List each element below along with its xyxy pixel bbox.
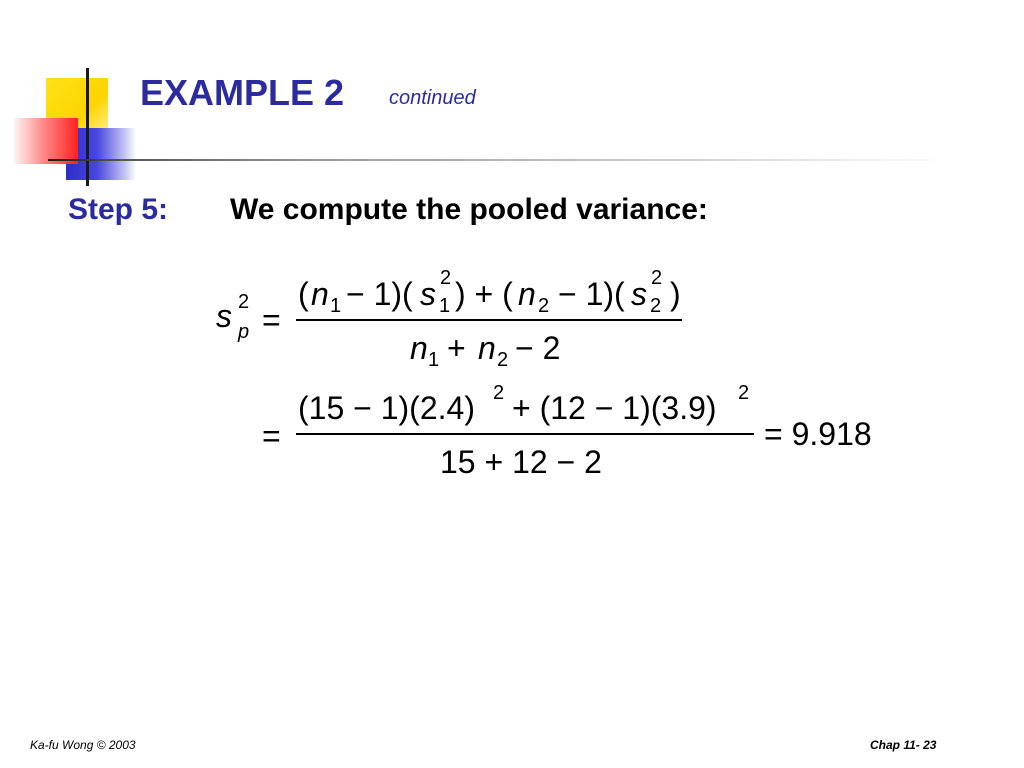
title-underline	[48, 159, 948, 161]
footer-author: Ka-fu Wong © 2003	[30, 738, 136, 752]
result-value: = 9.918	[764, 416, 872, 452]
den1-minus2: − 2	[515, 330, 561, 366]
step-label: Step 5:	[68, 193, 169, 226]
den1-n2-subscript: 2	[497, 349, 509, 371]
num1-open: (	[298, 276, 309, 312]
slide-title: EXAMPLE 2	[140, 72, 345, 113]
equals-sign-1: =	[262, 302, 281, 338]
den2-expression: 15 + 12 − 2	[440, 444, 602, 480]
footer-page-number: Chap 11- 23	[870, 738, 937, 752]
lhs-variable: s	[216, 298, 232, 334]
num1-s1: s	[420, 276, 436, 312]
den1-n1-subscript: 1	[428, 349, 440, 371]
num1-n1-subscript: 1	[330, 295, 342, 317]
fraction-bar-2	[296, 433, 754, 435]
fraction-bar-1	[296, 319, 682, 321]
num1-plus: ) + (	[455, 276, 513, 312]
num1-s2: s	[631, 276, 647, 312]
lhs-superscript: 2	[238, 291, 250, 313]
num2-part2: + (12 − 1)(3.9)	[512, 390, 717, 426]
slide-subtitle: continued	[389, 87, 476, 109]
den1-plus: +	[447, 330, 466, 366]
num1-minus2: − 1)(	[558, 276, 625, 312]
num1-n2: n	[518, 276, 536, 312]
num1-n2-subscript: 2	[538, 295, 550, 317]
logo-vertical-line	[86, 68, 89, 186]
num1-s1-subscript: 1	[439, 295, 451, 317]
step-text: We compute the pooled variance:	[230, 193, 708, 226]
num1-s2-superscript: 2	[651, 267, 663, 289]
den1-n2: n	[478, 330, 496, 366]
num1-close: )	[670, 276, 681, 312]
num2-part1: (15 − 1)(2.4)	[298, 390, 475, 426]
logo-red-square	[14, 118, 78, 164]
equals-sign-2: =	[262, 418, 281, 454]
num1-s1-superscript: 2	[440, 267, 452, 289]
num1-minus1: − 1)(	[346, 276, 413, 312]
num2-superscript1: 2	[493, 382, 505, 404]
num1-s2-subscript: 2	[650, 295, 662, 317]
lhs-subscript: p	[238, 321, 250, 343]
num1-n1: n	[311, 276, 329, 312]
den1-n1: n	[410, 330, 428, 366]
num2-superscript2: 2	[738, 382, 750, 404]
